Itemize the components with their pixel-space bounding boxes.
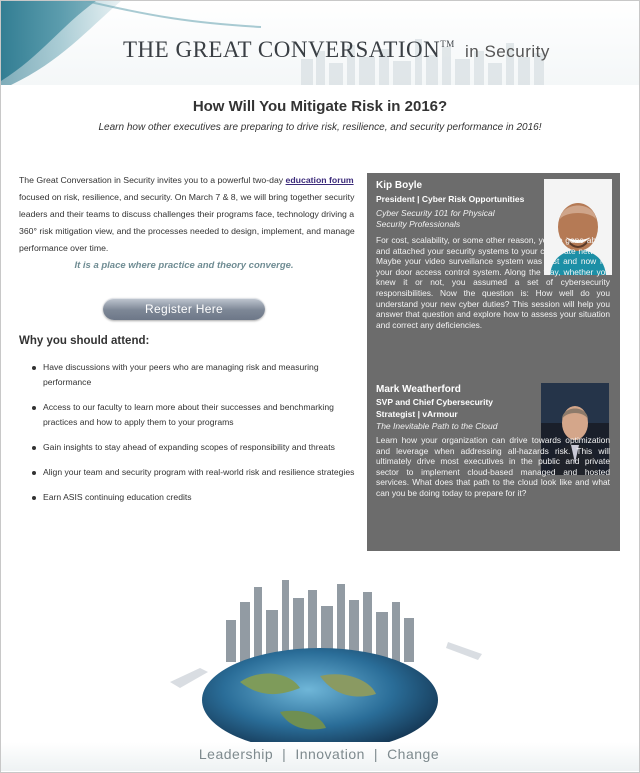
speaker-1-session: Cyber Security 101 for Physical Security Professionals bbox=[376, 208, 495, 229]
speaker-1-role: President | Cyber Risk Opportunities bbox=[376, 194, 525, 204]
footer-item-leadership: Leadership bbox=[198, 746, 274, 762]
list-item: Have discussions with your peers who are managing risk and measuring performance bbox=[30, 360, 360, 390]
intro-text-start: The Great Conversation in Security invites you to a powerful two-day bbox=[19, 175, 286, 185]
education-forum-link[interactable]: education forum bbox=[285, 175, 354, 185]
tagline: It is a place where practice and theory converge. bbox=[74, 260, 294, 271]
list-item: Access to our faculty to learn more about their successes and benchmarking practices and how to apply them to your programs bbox=[30, 400, 360, 430]
brand-name: THE GREAT CONVERSATION bbox=[123, 37, 441, 62]
speakers-panel bbox=[367, 173, 620, 551]
header-banner bbox=[1, 1, 639, 85]
globe-city-illustration bbox=[130, 572, 510, 744]
page-headline: How Will You Mitigate Risk in 2016? bbox=[192, 98, 448, 115]
speaker-2-session: The Inevitable Path to the Cloud bbox=[376, 421, 498, 431]
speaker-2-description: Learn how your organization can drive towards optimization and leverage when addressing all-hazards risk. This will ultimately drive most executives in the public and private sector to implement cloud-based managed and hosted services. What does that path to the cloud look like and what can you be doing today to prepare for it? bbox=[376, 435, 610, 498]
speaker-1-name: Kip Boyle bbox=[376, 180, 423, 191]
intro-paragraph bbox=[19, 172, 359, 257]
footer-tagline bbox=[0, 746, 638, 762]
trademark: TM bbox=[440, 39, 455, 49]
footer-separator: | bbox=[282, 746, 287, 762]
benefits-list bbox=[30, 360, 360, 515]
footer-item-innovation: Innovation bbox=[295, 746, 365, 762]
register-button[interactable]: Register Here bbox=[103, 298, 265, 320]
speaker-2-name: Mark Weatherford bbox=[376, 384, 461, 395]
footer-item-change: Change bbox=[387, 746, 440, 762]
list-item: Gain insights to stay ahead of expanding scopes of responsibility and threats bbox=[30, 440, 360, 455]
brand-title bbox=[123, 37, 550, 63]
speaker-1-description: For cost, scalability, or some other reason, you've gone ahead and attached your security systems to your corporate network. Maybe your video surveillance system was first and now it's your door access control system. Along the way, whether you knew it or not, you assumed a set of cybersecurity responsibilities. Now the question is: How well do you understand your new cyber duties? This session will help you answer that question and explore how to assess your situation and correct any deficiencies. bbox=[376, 235, 610, 330]
footer-separator: | bbox=[373, 746, 379, 762]
list-item: Align your team and security program with real-world risk and resilience strategies bbox=[30, 465, 360, 480]
list-item: Earn ASIS continuing education credits bbox=[30, 490, 360, 505]
why-attend-heading: Why you should attend: bbox=[19, 335, 150, 347]
intro-text-end: focused on risk, resilience, and security. On March 7 & 8, we will bring together security leaders and their teams to discuss challenges their programs face, technology driving a 360° risk mitigation view, and the processes needed to design, implement, and manage performance over time. bbox=[19, 192, 355, 253]
brand-suffix: in Security bbox=[465, 42, 550, 61]
page-subhead: Learn how other executives are preparing to drive risk, resilience, and security performance in 2016! bbox=[98, 122, 542, 133]
speaker-2-role: SVP and Chief Cybersecurity Strategist | vArmour bbox=[376, 397, 493, 419]
